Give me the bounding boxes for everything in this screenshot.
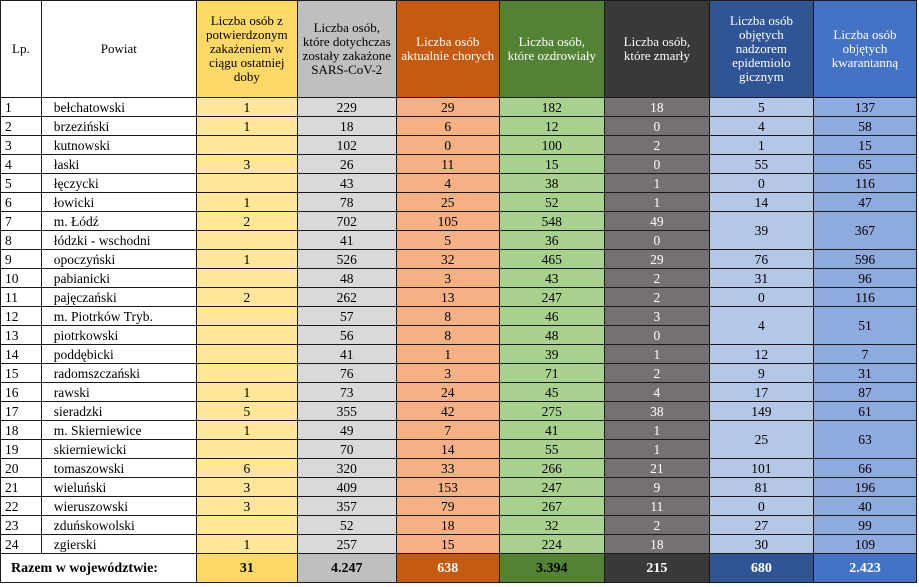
cell-new-cases: 3: [196, 497, 297, 516]
table-row: [1, 98, 917, 117]
cell-total-infected: 41: [297, 345, 396, 364]
cell-new-cases: [196, 516, 297, 535]
cell-quarantine: 65: [813, 155, 916, 174]
cell-new-cases: [196, 231, 297, 250]
cell-total-infected: 320: [297, 459, 396, 478]
cell-quarantine: 61: [813, 402, 916, 421]
cell-quarantine: 63: [813, 421, 916, 459]
cell-powiat: m. Łódź: [41, 212, 196, 231]
cell-total-infected: 57: [297, 307, 396, 326]
cell-lp: 20: [1, 459, 42, 478]
cell-powiat: skierniewicki: [41, 440, 196, 459]
cell-recovered: 275: [499, 402, 604, 421]
cell-recovered: 32: [499, 516, 604, 535]
cell-recovered: 465: [499, 250, 604, 269]
cell-supervised: 25: [709, 421, 813, 459]
table-row: [1, 288, 917, 307]
cell-active-cases: 105: [396, 212, 499, 231]
cell-lp: 23: [1, 516, 42, 535]
table-row: [1, 250, 917, 269]
header-new-cases: Liczba osób z potwierdzonym zakażeniem w ciągu ostatniej doby: [196, 1, 297, 98]
table-row: [1, 516, 917, 535]
cell-powiat: radomszczański: [41, 364, 196, 383]
cell-lp: 6: [1, 193, 42, 212]
cell-active-cases: 42: [396, 402, 499, 421]
cell-powiat: łęczycki: [41, 174, 196, 193]
cell-lp: 10: [1, 269, 42, 288]
cell-powiat: wieruszowski: [41, 497, 196, 516]
cell-powiat: poddębicki: [41, 345, 196, 364]
cell-recovered: 38: [499, 174, 604, 193]
cell-total-infected: 257: [297, 535, 396, 554]
table-row: [1, 497, 917, 516]
cell-new-cases: 5: [196, 402, 297, 421]
cell-deceased: 2: [604, 269, 709, 288]
cell-powiat: pajęczański: [41, 288, 196, 307]
table-row: [1, 459, 917, 478]
header-quarantine: Liczba osób objętych kwarantanną: [813, 1, 916, 98]
cell-quarantine: 109: [813, 535, 916, 554]
cell-active-cases: 153: [396, 478, 499, 497]
cell-lp: 1: [1, 98, 42, 117]
cell-new-cases: 1: [196, 421, 297, 440]
cell-recovered: 46: [499, 307, 604, 326]
cell-supervised: 76: [709, 250, 813, 269]
cell-recovered: 247: [499, 288, 604, 307]
header-deceased: Liczba osób, które zmarły: [604, 1, 709, 98]
cell-deceased: 0: [604, 155, 709, 174]
cell-new-cases: 1: [196, 535, 297, 554]
table-row: [1, 269, 917, 288]
table-row: [1, 383, 917, 402]
cell-lp: 3: [1, 136, 42, 155]
cell-new-cases: [196, 307, 297, 326]
cell-active-cases: 14: [396, 440, 499, 459]
cell-new-cases: [196, 364, 297, 383]
total-infected: 4.247: [297, 554, 396, 583]
cell-total-infected: 43: [297, 174, 396, 193]
cell-total-infected: 48: [297, 269, 396, 288]
cell-total-infected: 18: [297, 117, 396, 136]
cell-active-cases: 4: [396, 174, 499, 193]
cell-deceased: 2: [604, 516, 709, 535]
cell-powiat: bełchatowski: [41, 98, 196, 117]
header-lp: Lp.: [1, 1, 42, 98]
total-recovered: 3.394: [499, 554, 604, 583]
cell-total-infected: 56: [297, 326, 396, 345]
table-body: [1, 98, 917, 554]
cell-powiat: kutnowski: [41, 136, 196, 155]
cell-new-cases: [196, 269, 297, 288]
cell-total-infected: 102: [297, 136, 396, 155]
cell-supervised: 9: [709, 364, 813, 383]
table-row: [1, 117, 917, 136]
cell-recovered: 41: [499, 421, 604, 440]
cell-powiat: piotrkowski: [41, 326, 196, 345]
cell-new-cases: 1: [196, 98, 297, 117]
cell-supervised: 81: [709, 478, 813, 497]
cell-quarantine: 116: [813, 174, 916, 193]
cell-powiat: łaski: [41, 155, 196, 174]
cell-deceased: 1: [604, 193, 709, 212]
cell-quarantine: 47: [813, 193, 916, 212]
cell-recovered: 224: [499, 535, 604, 554]
table-row: [1, 421, 917, 440]
header-total-infected: Liczba osób, które dotychczas zostały zakażone SARS-CoV-2: [297, 1, 396, 98]
cell-new-cases: 2: [196, 212, 297, 231]
cell-new-cases: [196, 136, 297, 155]
cell-recovered: 71: [499, 364, 604, 383]
cell-powiat: brzeziński: [41, 117, 196, 136]
cell-new-cases: 2: [196, 288, 297, 307]
cell-total-infected: 526: [297, 250, 396, 269]
cell-supervised: 4: [709, 117, 813, 136]
cell-active-cases: 33: [396, 459, 499, 478]
cell-powiat: łowicki: [41, 193, 196, 212]
cell-active-cases: 15: [396, 535, 499, 554]
header-recovered: Liczba osób, które ozdrowiały: [499, 1, 604, 98]
cell-supervised: 14: [709, 193, 813, 212]
cell-recovered: 182: [499, 98, 604, 117]
cell-quarantine: 99: [813, 516, 916, 535]
cell-active-cases: 0: [396, 136, 499, 155]
cell-quarantine: 58: [813, 117, 916, 136]
cell-recovered: 12: [499, 117, 604, 136]
cell-powiat: wieluński: [41, 478, 196, 497]
cell-active-cases: 7: [396, 421, 499, 440]
cell-active-cases: 11: [396, 155, 499, 174]
cell-powiat: łódzki - wschodni: [41, 231, 196, 250]
cell-lp: 18: [1, 421, 42, 440]
cell-quarantine: 66: [813, 459, 916, 478]
cell-lp: 22: [1, 497, 42, 516]
cell-deceased: 18: [604, 535, 709, 554]
cell-supervised: 149: [709, 402, 813, 421]
cell-new-cases: 1: [196, 383, 297, 402]
cell-deceased: 21: [604, 459, 709, 478]
table-row: [1, 193, 917, 212]
cell-recovered: 267: [499, 497, 604, 516]
cell-lp: 21: [1, 478, 42, 497]
cell-lp: 12: [1, 307, 42, 326]
cell-active-cases: 3: [396, 269, 499, 288]
cell-new-cases: [196, 345, 297, 364]
total-active-cases: 638: [396, 554, 499, 583]
table-row: [1, 364, 917, 383]
cell-total-infected: 409: [297, 478, 396, 497]
cell-deceased: 2: [604, 288, 709, 307]
cell-total-infected: 702: [297, 212, 396, 231]
cell-quarantine: 40: [813, 497, 916, 516]
cell-total-infected: 52: [297, 516, 396, 535]
table-row: [1, 478, 917, 497]
cell-active-cases: 8: [396, 307, 499, 326]
header-powiat: Powiat: [41, 1, 196, 98]
cell-recovered: 55: [499, 440, 604, 459]
cell-deceased: 1: [604, 174, 709, 193]
cell-deceased: 1: [604, 421, 709, 440]
cell-recovered: 100: [499, 136, 604, 155]
cell-powiat: pabianicki: [41, 269, 196, 288]
cell-recovered: 36: [499, 231, 604, 250]
cell-powiat: zduńskowolski: [41, 516, 196, 535]
cell-total-infected: 262: [297, 288, 396, 307]
cell-new-cases: 1: [196, 193, 297, 212]
table-row: [1, 155, 917, 174]
cell-active-cases: 1: [396, 345, 499, 364]
cell-deceased: 38: [604, 402, 709, 421]
cell-supervised: 17: [709, 383, 813, 402]
cell-new-cases: 3: [196, 155, 297, 174]
cell-new-cases: [196, 440, 297, 459]
cell-active-cases: 8: [396, 326, 499, 345]
cell-powiat: sieradzki: [41, 402, 196, 421]
cell-deceased: 0: [604, 231, 709, 250]
table-row: [1, 212, 917, 231]
cell-new-cases: 1: [196, 250, 297, 269]
cell-new-cases: 3: [196, 478, 297, 497]
header-row: [1, 1, 917, 98]
cell-powiat: tomaszowski: [41, 459, 196, 478]
cell-supervised: 0: [709, 288, 813, 307]
cell-lp: 16: [1, 383, 42, 402]
cell-deceased: 11: [604, 497, 709, 516]
cell-active-cases: 79: [396, 497, 499, 516]
cell-supervised: 0: [709, 174, 813, 193]
cell-total-infected: 70: [297, 440, 396, 459]
cell-powiat: opoczyński: [41, 250, 196, 269]
cell-lp: 4: [1, 155, 42, 174]
cell-deceased: 3: [604, 307, 709, 326]
cell-supervised: 31: [709, 269, 813, 288]
cell-recovered: 247: [499, 478, 604, 497]
cell-lp: 17: [1, 402, 42, 421]
cell-active-cases: 24: [396, 383, 499, 402]
cell-supervised: 27: [709, 516, 813, 535]
total-new-cases: 31: [196, 554, 297, 583]
cell-quarantine: 15: [813, 136, 916, 155]
cell-deceased: 0: [604, 117, 709, 136]
cell-active-cases: 32: [396, 250, 499, 269]
cell-supervised: 55: [709, 155, 813, 174]
cell-active-cases: 25: [396, 193, 499, 212]
cell-active-cases: 13: [396, 288, 499, 307]
cell-deceased: 1: [604, 345, 709, 364]
cell-lp: 8: [1, 231, 42, 250]
cell-total-infected: 78: [297, 193, 396, 212]
cell-active-cases: 3: [396, 364, 499, 383]
table-row: [1, 402, 917, 421]
cell-total-infected: 229: [297, 98, 396, 117]
cell-supervised: 0: [709, 497, 813, 516]
cell-quarantine: 31: [813, 364, 916, 383]
cell-lp: 2: [1, 117, 42, 136]
cell-lp: 19: [1, 440, 42, 459]
cell-new-cases: [196, 326, 297, 345]
total-deceased: 215: [604, 554, 709, 583]
cell-deceased: 1: [604, 440, 709, 459]
cell-active-cases: 18: [396, 516, 499, 535]
cell-recovered: 548: [499, 212, 604, 231]
cell-recovered: 48: [499, 326, 604, 345]
totals-row: [1, 554, 917, 583]
cell-lp: 14: [1, 345, 42, 364]
total-quarantine: 2.423: [813, 554, 916, 583]
cell-powiat: m. Piotrków Tryb.: [41, 307, 196, 326]
table-row: [1, 345, 917, 364]
cell-supervised: 5: [709, 98, 813, 117]
cell-new-cases: [196, 174, 297, 193]
cell-lp: 5: [1, 174, 42, 193]
cell-lp: 7: [1, 212, 42, 231]
totals-label: Razem w województwie:: [1, 554, 197, 583]
cell-supervised: 39: [709, 212, 813, 250]
cell-total-infected: 73: [297, 383, 396, 402]
table-row: [1, 174, 917, 193]
header-active-cases: Liczba osób aktualnie chorych: [396, 1, 499, 98]
cell-active-cases: 29: [396, 98, 499, 117]
cell-active-cases: 5: [396, 231, 499, 250]
table-row: [1, 136, 917, 155]
cell-recovered: 15: [499, 155, 604, 174]
cell-recovered: 45: [499, 383, 604, 402]
cell-deceased: 0: [604, 326, 709, 345]
cell-supervised: 12: [709, 345, 813, 364]
cell-quarantine: 137: [813, 98, 916, 117]
cell-total-infected: 26: [297, 155, 396, 174]
total-supervised: 680: [709, 554, 813, 583]
cell-total-infected: 41: [297, 231, 396, 250]
cell-deceased: 29: [604, 250, 709, 269]
cell-active-cases: 6: [396, 117, 499, 136]
cell-recovered: 266: [499, 459, 604, 478]
cell-deceased: 49: [604, 212, 709, 231]
cell-recovered: 43: [499, 269, 604, 288]
cell-powiat: rawski: [41, 383, 196, 402]
cell-supervised: 101: [709, 459, 813, 478]
cell-powiat: zgierski: [41, 535, 196, 554]
cell-recovered: 52: [499, 193, 604, 212]
cell-deceased: 2: [604, 364, 709, 383]
cell-lp: 11: [1, 288, 42, 307]
cell-new-cases: 1: [196, 117, 297, 136]
cell-total-infected: 355: [297, 402, 396, 421]
cell-new-cases: 6: [196, 459, 297, 478]
cell-deceased: 9: [604, 478, 709, 497]
cell-quarantine: 116: [813, 288, 916, 307]
cell-total-infected: 357: [297, 497, 396, 516]
cell-supervised: 4: [709, 307, 813, 345]
cell-deceased: 4: [604, 383, 709, 402]
cell-lp: 15: [1, 364, 42, 383]
cell-quarantine: 196: [813, 478, 916, 497]
cell-lp: 24: [1, 535, 42, 554]
cell-lp: 9: [1, 250, 42, 269]
table-row: [1, 535, 917, 554]
cell-lp: 13: [1, 326, 42, 345]
cell-powiat: m. Skierniewice: [41, 421, 196, 440]
cell-quarantine: 51: [813, 307, 916, 345]
cell-total-infected: 49: [297, 421, 396, 440]
cell-supervised: 1: [709, 136, 813, 155]
table-row: [1, 307, 917, 326]
cell-total-infected: 76: [297, 364, 396, 383]
cell-quarantine: 367: [813, 212, 916, 250]
cell-recovered: 39: [499, 345, 604, 364]
cell-quarantine: 96: [813, 269, 916, 288]
cell-quarantine: 7: [813, 345, 916, 364]
cell-deceased: 2: [604, 136, 709, 155]
cell-supervised: 30: [709, 535, 813, 554]
header-supervised: Liczba osób objętych nadzorem epidemiolo gicznym: [709, 1, 813, 98]
cell-quarantine: 596: [813, 250, 916, 269]
cell-quarantine: 87: [813, 383, 916, 402]
cell-deceased: 18: [604, 98, 709, 117]
